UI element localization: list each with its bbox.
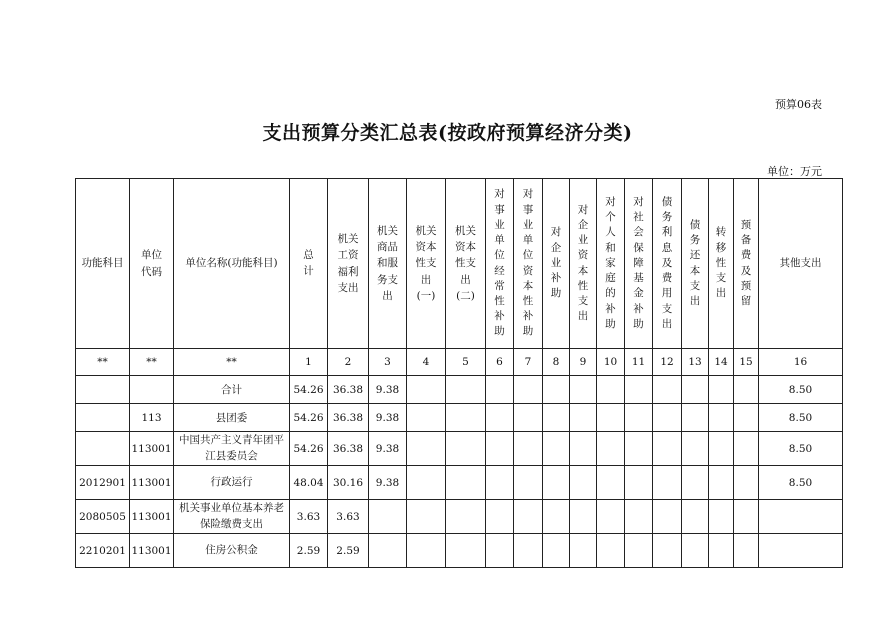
empty-cell (446, 466, 486, 500)
unit-name-cell: 住房公积金 (174, 534, 290, 568)
empty-cell (446, 404, 486, 432)
empty-cell (543, 376, 570, 404)
empty-cell (486, 404, 514, 432)
empty-cell (597, 534, 625, 568)
empty-cell (597, 500, 625, 534)
wage-cell: 36.38 (328, 376, 369, 404)
budget-table (75, 178, 843, 568)
other-cell (759, 534, 843, 568)
empty-cell (653, 376, 682, 404)
goods-cell: 9.38 (369, 404, 407, 432)
func-code-cell: 2080505 (76, 500, 130, 534)
empty-cell (543, 534, 570, 568)
empty-cell (570, 432, 597, 466)
empty-cell (407, 466, 446, 500)
empty-cell (407, 404, 446, 432)
empty-cell (709, 432, 734, 466)
empty-cell (407, 376, 446, 404)
header-wage: 机关工资福利支出 (328, 179, 369, 349)
table-row-function (76, 500, 843, 534)
empty-cell (514, 404, 543, 432)
wage-cell: 3.63 (328, 500, 369, 534)
wage-cell: 36.38 (328, 404, 369, 432)
index-cell: 12 (653, 349, 682, 376)
empty-cell (597, 376, 625, 404)
index-cell: 11 (625, 349, 653, 376)
header-inst-capital: 对事业单位资本性补助 (514, 179, 543, 349)
empty-cell (570, 466, 597, 500)
empty-cell (734, 432, 759, 466)
table-row-total (76, 376, 843, 404)
empty-cell (446, 534, 486, 568)
index-cell: 3 (369, 349, 407, 376)
empty-cell (446, 500, 486, 534)
index-cell: 10 (597, 349, 625, 376)
unit-name-cell: 机关事业单位基本养老保险缴费支出 (174, 500, 290, 534)
unit-code-cell: 113001 (130, 466, 174, 500)
empty-cell (597, 432, 625, 466)
index-cell: 6 (486, 349, 514, 376)
total-cell: 54.26 (290, 376, 328, 404)
empty-cell (734, 500, 759, 534)
empty-cell (682, 432, 709, 466)
header-inst-regular: 对事业单位经常性补助 (486, 179, 514, 349)
header-enterprise-capital: 对企业资本性支出 (570, 179, 597, 349)
unit-label: 单位：万元 (767, 165, 822, 178)
empty-cell (543, 432, 570, 466)
total-cell: 48.04 (290, 466, 328, 500)
empty-cell (543, 466, 570, 500)
empty-cell (682, 500, 709, 534)
empty-cell (570, 534, 597, 568)
index-cell: 8 (543, 349, 570, 376)
unit-name-cell: 中国共产主义青年团平江县委员会 (174, 432, 290, 466)
index-cell: 5 (446, 349, 486, 376)
unit-code-cell: 113001 (130, 534, 174, 568)
empty-cell (597, 404, 625, 432)
empty-cell (486, 376, 514, 404)
index-cell: 13 (682, 349, 709, 376)
index-cell: 4 (407, 349, 446, 376)
empty-cell (653, 404, 682, 432)
header-goods: 机关商品和服务支出 (369, 179, 407, 349)
unit-name-cell: 行政运行 (174, 466, 290, 500)
empty-cell (653, 466, 682, 500)
empty-cell (653, 534, 682, 568)
table-row-organization (76, 432, 843, 466)
func-code-cell (76, 404, 130, 432)
empty-cell (570, 500, 597, 534)
func-code-cell: 2012901 (76, 466, 130, 500)
other-cell: 8.50 (759, 466, 843, 500)
empty-cell (407, 500, 446, 534)
empty-cell (486, 500, 514, 534)
empty-cell (709, 404, 734, 432)
empty-cell (682, 404, 709, 432)
wage-cell: 36.38 (328, 432, 369, 466)
index-cell: ** (174, 349, 290, 376)
empty-cell (543, 500, 570, 534)
empty-cell (734, 376, 759, 404)
index-cell: 1 (290, 349, 328, 376)
index-cell: ** (130, 349, 174, 376)
empty-cell (682, 376, 709, 404)
unit-name-cell: 合计 (174, 376, 290, 404)
other-cell: 8.50 (759, 432, 843, 466)
header-total: 总计 (290, 179, 328, 349)
func-code-cell (76, 376, 130, 404)
empty-cell (407, 534, 446, 568)
empty-cell (653, 500, 682, 534)
empty-cell (653, 432, 682, 466)
index-cell: 7 (514, 349, 543, 376)
func-code-cell: 2210201 (76, 534, 130, 568)
index-row (76, 349, 843, 376)
empty-cell (625, 534, 653, 568)
empty-cell (570, 376, 597, 404)
empty-cell (514, 500, 543, 534)
func-code-cell (76, 432, 130, 466)
empty-cell (625, 376, 653, 404)
empty-cell (709, 534, 734, 568)
page-title: 支出预算分类汇总表(按政府预算经济分类) (262, 122, 633, 144)
header-transfer: 转移性支出 (709, 179, 734, 349)
index-cell: 2 (328, 349, 369, 376)
index-cell: 16 (759, 349, 843, 376)
index-cell: 15 (734, 349, 759, 376)
other-cell: 8.50 (759, 376, 843, 404)
header-row (76, 179, 843, 349)
empty-cell (625, 500, 653, 534)
header-func-code: 功能科目 (76, 179, 130, 349)
empty-cell (734, 534, 759, 568)
table-row-department (76, 404, 843, 432)
wage-cell: 2.59 (328, 534, 369, 568)
header-social: 对社会保障基金补助 (625, 179, 653, 349)
empty-cell (625, 466, 653, 500)
empty-cell (625, 432, 653, 466)
table-row-function (76, 466, 843, 500)
index-cell: 14 (709, 349, 734, 376)
empty-cell (407, 432, 446, 466)
empty-cell (486, 432, 514, 466)
unit-name-cell: 县团委 (174, 404, 290, 432)
empty-cell (734, 404, 759, 432)
goods-cell (369, 500, 407, 534)
header-capital-1: 机关资本性支出(一) (407, 179, 446, 349)
unit-code-cell: 113001 (130, 500, 174, 534)
empty-cell (682, 534, 709, 568)
empty-cell (446, 376, 486, 404)
total-cell: 54.26 (290, 404, 328, 432)
empty-cell (543, 404, 570, 432)
index-cell: 9 (570, 349, 597, 376)
wage-cell: 30.16 (328, 466, 369, 500)
header-capital-2: 机关资本性支出(二) (446, 179, 486, 349)
unit-code-cell: 113 (130, 404, 174, 432)
empty-cell (514, 376, 543, 404)
unit-code-cell (130, 376, 174, 404)
goods-cell: 9.38 (369, 376, 407, 404)
other-cell: 8.50 (759, 404, 843, 432)
header-enterprise: 对企业补助 (543, 179, 570, 349)
empty-cell (709, 466, 734, 500)
empty-cell (514, 534, 543, 568)
other-cell (759, 500, 843, 534)
header-reserve: 预备费及预留 (734, 179, 759, 349)
total-cell: 54.26 (290, 432, 328, 466)
header-personal: 对个人和家庭的补助 (597, 179, 625, 349)
unit-code-cell: 113001 (130, 432, 174, 466)
empty-cell (625, 404, 653, 432)
empty-cell (446, 432, 486, 466)
empty-cell (486, 534, 514, 568)
empty-cell (682, 466, 709, 500)
empty-cell (734, 466, 759, 500)
total-cell: 3.63 (290, 500, 328, 534)
header-debt-interest: 债务利息及费用支出 (653, 179, 682, 349)
header-unit-name: 单位名称(功能科目) (174, 179, 290, 349)
header-unit-code: 单位代码 (130, 179, 174, 349)
empty-cell (709, 376, 734, 404)
goods-cell (369, 534, 407, 568)
total-cell: 2.59 (290, 534, 328, 568)
empty-cell (597, 466, 625, 500)
form-number: 预算06表 (775, 98, 822, 111)
empty-cell (514, 466, 543, 500)
header-other: 其他支出 (759, 179, 843, 349)
header-debt-repay: 债务还本支出 (682, 179, 709, 349)
empty-cell (570, 404, 597, 432)
empty-cell (709, 500, 734, 534)
empty-cell (486, 466, 514, 500)
goods-cell: 9.38 (369, 432, 407, 466)
table-row-function (76, 534, 843, 568)
empty-cell (514, 432, 543, 466)
index-cell: ** (76, 349, 130, 376)
goods-cell: 9.38 (369, 466, 407, 500)
